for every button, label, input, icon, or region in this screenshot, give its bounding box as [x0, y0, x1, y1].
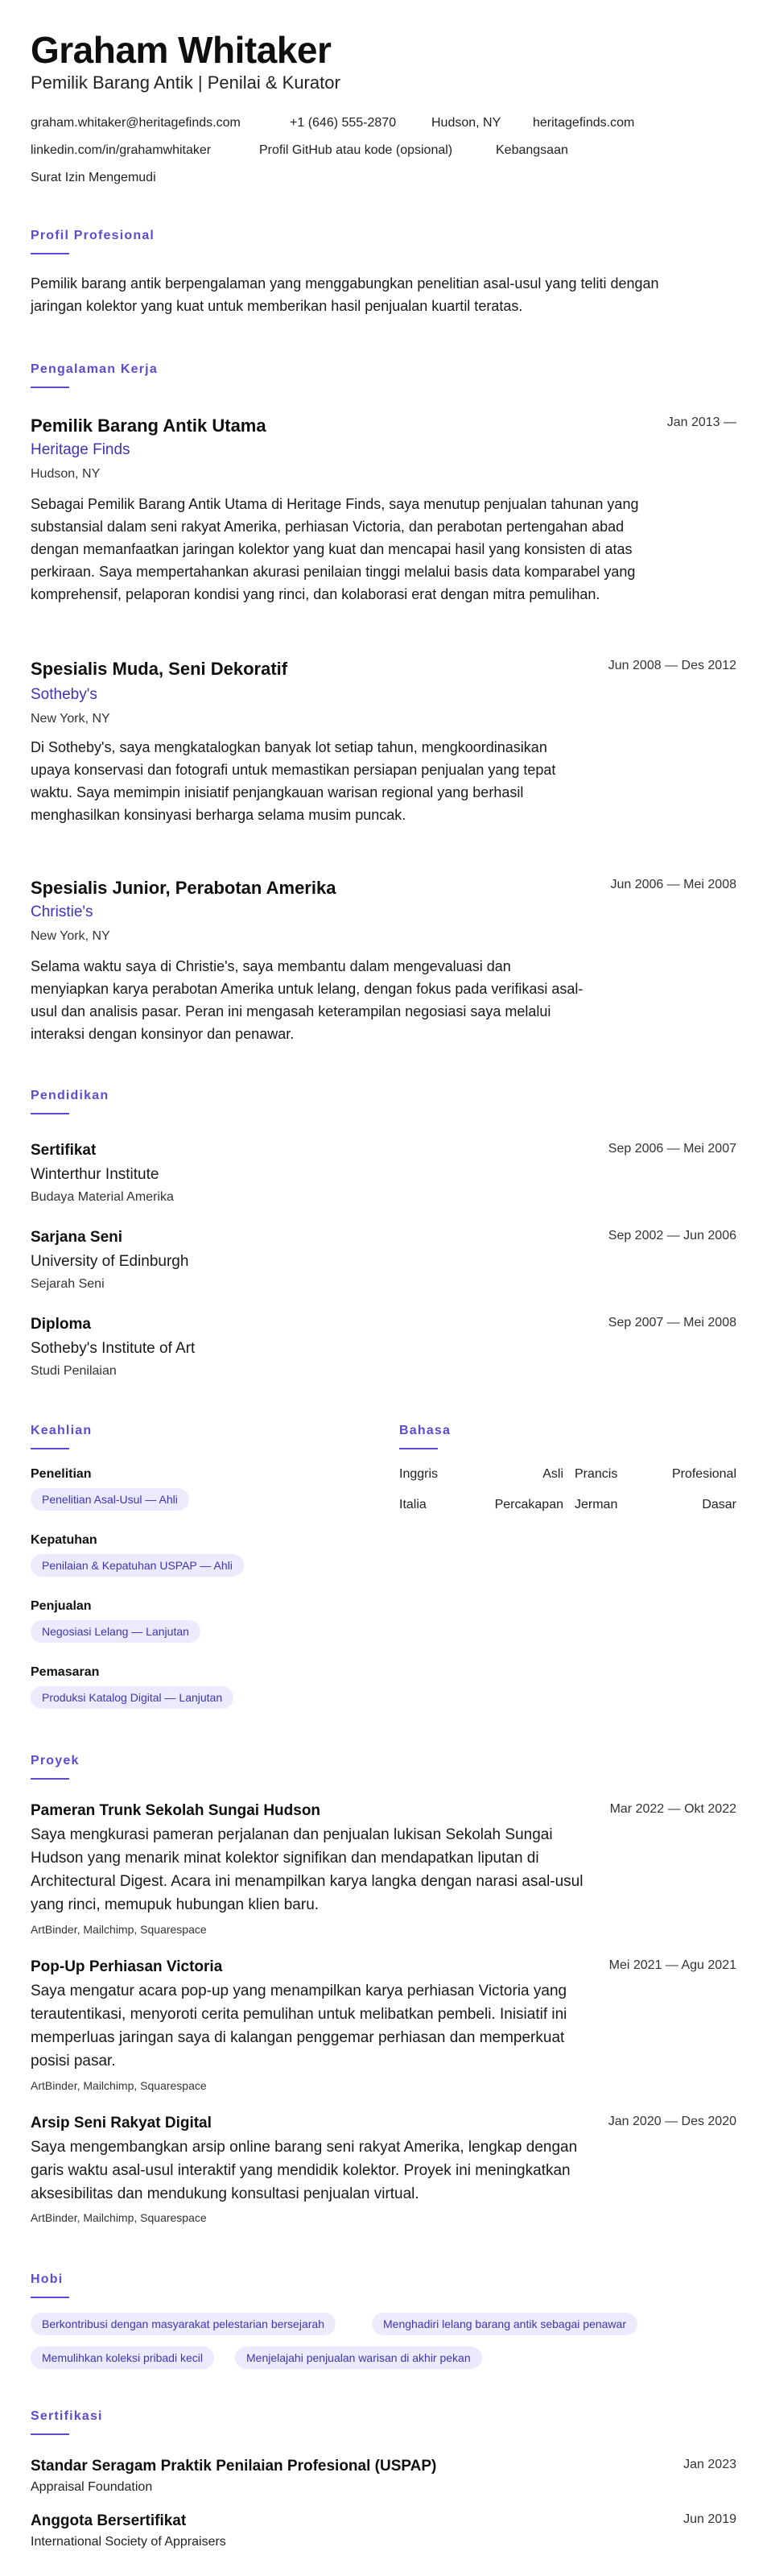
language-level: Asli	[542, 1467, 563, 1481]
project-date: Mar 2022 — Okt 2022	[609, 1802, 736, 1816]
education-field: Budaya Material Amerika	[31, 1190, 174, 1204]
job-location: New York, NY	[31, 712, 110, 726]
job-location: New York, NY	[31, 929, 110, 943]
education-institution: Winterthur Institute	[31, 1166, 159, 1183]
contact-email[interactable]: graham.whitaker@heritagefinds.com	[31, 116, 241, 130]
certification-org: Appraisal Foundation	[31, 2480, 153, 2494]
contact-phone[interactable]: +1 (646) 555-2870	[290, 116, 397, 130]
job-description: Selama waktu saya di Christie's, saya membantu dalam mengevaluasi dan menyiapkan karya perabotan Amerika untuk lelang, dengan fokus pada verifikasi asal-usul dan analisis pasar. Peran ini mengasah keterampilan negosiasi saya melalui interaksi dengan konsinyor dan penawar.	[31, 958, 583, 1042]
skill-category: Kepatuhan	[31, 1533, 97, 1547]
language-name: Prancis	[575, 1467, 618, 1481]
section-title-skills: Keahlian	[31, 1424, 93, 1437]
education-institution: Sotheby's Institute of Art	[31, 1340, 196, 1357]
skill-category: Pemasaran	[31, 1665, 100, 1679]
job-company: Christie's	[31, 903, 93, 920]
resume-subtitle: Pemilik Barang Antik | Penilai & Kurator	[31, 72, 340, 93]
education-date: Sep 2006 — Mei 2007	[608, 1142, 736, 1156]
education-field: Studi Penilaian	[31, 1364, 117, 1378]
contact-citizenship: Kebangsaan	[496, 143, 568, 157]
project-date: Jan 2020 — Des 2020	[608, 2115, 736, 2128]
section-divider	[31, 253, 69, 254]
skill-category: Penelitian	[31, 1467, 92, 1481]
skill-category: Penjualan	[31, 1599, 92, 1613]
section-title-education: Pendidikan	[31, 1089, 109, 1102]
language-name: Jerman	[575, 1498, 618, 1511]
language-name: Inggris	[399, 1467, 439, 1481]
job-description: Sebagai Pemilik Barang Antik Utama di Heritage Finds, saya menutup penjualan tahunan yang substansial dalam seni rakyat Amerika, perhiasan Victoria, dan perabotan pertengahan abad dengan memanfaatkan jaringan kolektor yang kuat dan mencapai hasil yang konsisten di atas perkiraan. Saya mempertahankan akurasi penilaian tinggi melalui basis data komparabel yang komprehensif, pelaporan kondisi yang rinci, dan kolaborasi erat dengan mitra pemulihan.	[31, 496, 639, 602]
section-title-experience: Pengalaman Kerja	[31, 362, 158, 376]
contact-website[interactable]: heritagefinds.com	[533, 116, 635, 130]
section-title-hobbies: Hobi	[31, 2272, 64, 2286]
education-date: Sep 2007 — Mei 2008	[608, 1316, 736, 1329]
project-tools: ArtBinder, Mailchimp, Squarespace	[31, 2211, 207, 2224]
project-title: Pameran Trunk Sekolah Sungai Hudson	[31, 1802, 321, 1819]
section-divider	[31, 387, 69, 388]
job-date: Jun 2006 — Mei 2008	[610, 878, 736, 891]
language-name: Italia	[399, 1498, 427, 1511]
section-title-languages: Bahasa	[399, 1424, 452, 1437]
job-date: Jan 2013 —	[666, 416, 736, 429]
section-divider	[31, 1113, 69, 1114]
hobby-pill: Berkontribusi dengan masyarakat pelestarian bersejarah	[31, 2313, 336, 2335]
job-location: Hudson, NY	[31, 467, 101, 481]
profile-summary: Pemilik barang antik berpengalaman yang menggabungkan penelitian asal-usul yang teliti dengan jaringan kolektor yang kuat untuk memberikan hasil penjualan kuartil teratas.	[31, 275, 659, 314]
section-divider	[31, 2297, 69, 2298]
section-title-profile: Profil Profesional	[31, 229, 155, 242]
section-divider	[399, 1448, 438, 1449]
certification-date: Jun 2019	[683, 2512, 736, 2526]
education-field: Sejarah Seni	[31, 1277, 105, 1291]
section-divider	[31, 2433, 69, 2435]
project-tools: ArtBinder, Mailchimp, Squarespace	[31, 1923, 207, 1936]
hobby-pill: Memulihkan koleksi pribadi kecil	[31, 2347, 214, 2369]
skill-pill: Produksi Katalog Digital — Lanjutan	[31, 1686, 233, 1709]
project-description: Saya mengkurasi pameran perjalanan dan penjualan lukisan Sekolah Sungai Hudson yang menarik minat kolektor signifikan dan mendapatkan liputan di Architectural Digest. Acara ini menampilkan karya langka dengan narasi asal-usul yang rinci, memupuk hubungan klien baru.	[31, 1826, 583, 1913]
skill-pill: Negosiasi Lelang — Lanjutan	[31, 1620, 200, 1643]
language-level: Profesional	[671, 1467, 736, 1481]
project-date: Mei 2021 — Agu 2021	[608, 1958, 736, 1972]
project-tools: ArtBinder, Mailchimp, Squarespace	[31, 2079, 207, 2092]
certification-title: Anggota Bersertifikat	[31, 2512, 187, 2529]
skill-pill: Penelitian Asal-Usul — Ahli	[31, 1488, 189, 1511]
project-title: Arsip Seni Rakyat Digital	[31, 2115, 212, 2132]
contact-license: Surat Izin Mengemudi	[31, 171, 156, 184]
project-title: Pop-Up Perhiasan Victoria	[31, 1958, 223, 1975]
section-title-projects: Proyek	[31, 1754, 80, 1768]
language-level: Percakapan	[494, 1498, 563, 1511]
hobby-pill: Menjelajahi penjualan warisan di akhir pekan	[235, 2347, 482, 2369]
hobby-pill: Menghadiri lelang barang antik sebagai penawar	[372, 2313, 637, 2335]
contact-location: Hudson, NY	[431, 116, 501, 130]
job-company: Sotheby's	[31, 686, 97, 703]
contact-linkedin[interactable]: linkedin.com/in/grahamwhitaker	[31, 143, 212, 157]
section-divider	[31, 1778, 69, 1780]
job-title: Pemilik Barang Antik Utama	[31, 416, 266, 436]
section-title-certifications: Sertifikasi	[31, 2409, 103, 2423]
education-institution: University of Edinburgh	[31, 1253, 189, 1270]
language-level: Dasar	[702, 1498, 736, 1511]
certification-title: Standar Seragam Praktik Penilaian Profesional (USPAP)	[31, 2458, 437, 2475]
job-title: Spesialis Muda, Seni Dekoratif	[31, 659, 288, 679]
education-degree: Diploma	[31, 1316, 91, 1333]
project-description: Saya mengembangkan arsip online barang seni rakyat Amerika, lengkap dengan garis waktu asal-usul interaktif yang mendidik kolektor. Proyek ini meningkatkan aksesibilitas dan mendukung konsultasi penjualan virtual.	[31, 2139, 578, 2202]
job-description: Di Sotheby's, saya mengkatalogkan banyak lot setiap tahun, mengkoordinasikan upaya konservasi dan fotografi untuk memastikan persiapan penjualan yang tepat waktu. Saya memimpin inisiatif penjangkauan warisan regional yang berhasil menghasilkan konsinyasi berharga selama musim puncak.	[31, 739, 556, 823]
contact-github[interactable]: Profil GitHub atau kode (opsional)	[259, 143, 453, 157]
project-description: Saya mengatur acara pop-up yang menampilkan karya perhiasan Victoria yang terautentikasi, menyoroti cerita pemulihan untuk melibatkan pembeli. Inisiatif ini memperluas jaringan saya di kalangan penggemar perhiasan dan memperkuat posisi pasar.	[31, 1983, 567, 2069]
job-company: Heritage Finds	[31, 441, 130, 458]
section-divider	[31, 1448, 69, 1449]
education-date: Sep 2002 — Jun 2006	[608, 1229, 736, 1243]
certification-org: International Society of Appraisers	[31, 2535, 226, 2549]
skill-pill: Penilaian & Kepatuhan USPAP — Ahli	[31, 1554, 244, 1577]
certification-date: Jan 2023	[683, 2458, 736, 2471]
job-date: Jun 2008 — Des 2012	[608, 659, 736, 672]
job-title: Spesialis Junior, Perabotan Amerika	[31, 878, 336, 898]
resume-name: Graham Whitaker	[31, 29, 332, 71]
education-degree: Sarjana Seni	[31, 1229, 123, 1246]
education-degree: Sertifikat	[31, 1142, 97, 1159]
